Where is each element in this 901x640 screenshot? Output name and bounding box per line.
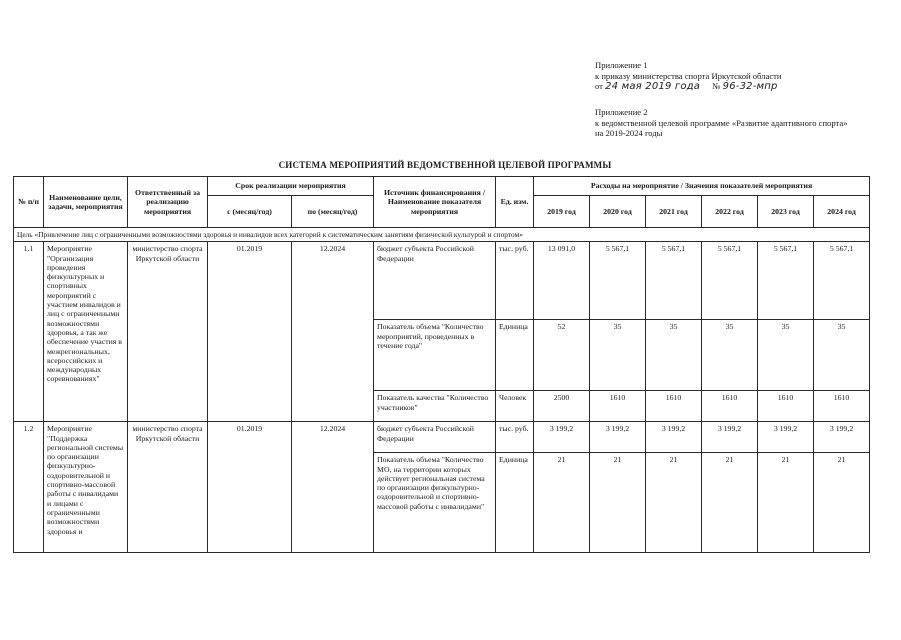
row-source: бюджет субъекта Российской Федерации	[374, 422, 496, 453]
header-name: Наименование цели, задачи, мероприятия	[44, 177, 128, 228]
appendix-1	[595, 60, 782, 93]
row-unit: Единица	[496, 320, 534, 391]
header-year: 2024 год	[814, 196, 870, 228]
appendix-2-line-2: на 2019-2024 годы	[595, 128, 663, 139]
row-from: 01.2019	[208, 422, 292, 553]
header-year: 2021 год	[646, 196, 702, 228]
appendix-2-line-1: к ведомственной целевой программе «Развитие адаптивного спорта»	[595, 117, 848, 128]
row-activity-name: Мероприятие "Поддержка региональной системы по организации физкультурно-оздоровительной и спортивно-массовой работы с инвалидами и лицами с ограниченными возможностями здоровья и	[44, 422, 128, 553]
row-from: 01.2019	[208, 242, 292, 422]
appendix-1-from-line	[595, 81, 782, 93]
row-to: 12.2024	[292, 422, 374, 553]
row-value: 1610	[646, 391, 702, 422]
goal-row: Цель «Привлечение лиц с ограниченными возможностями здоровья и инвалидов всех категорий к систематическим занятиям физической культурой и спортом»	[14, 228, 870, 242]
row-value: 1610	[590, 391, 646, 422]
row-value: 35	[646, 320, 702, 391]
row-value: 21	[534, 453, 590, 553]
header-to: по (месяц/год)	[292, 196, 374, 228]
row-source: бюджет субъекта Российской Федерации	[374, 242, 496, 320]
header-year: 2022 год	[702, 196, 758, 228]
row-value: 3 199,2	[534, 422, 590, 453]
row-value: 35	[702, 320, 758, 391]
appendix-1-line: к приказу министерства спорта Иркутской области	[595, 70, 782, 81]
appendix-2-title: Приложение 2	[595, 107, 648, 117]
appendix-1-title: Приложение 1	[595, 60, 648, 70]
table-row	[14, 422, 870, 453]
row-source: Показатель качества "Количество участников"	[374, 391, 496, 422]
row-unit: Человек	[496, 391, 534, 422]
row-to: 12.2024	[292, 242, 374, 422]
header-num: № п/п	[14, 177, 44, 228]
from-prefix: от	[595, 81, 603, 92]
row-value: 35	[758, 320, 814, 391]
row-unit: тыс. руб.	[496, 422, 534, 453]
document-title: СИСТЕМА МЕРОПРИЯТИЙ ВЕДОМСТВЕННОЙ ЦЕЛЕВОЙ ПРОГРАММЫ	[278, 160, 612, 170]
header-responsible: Ответственный за реализацию мероприятия	[128, 177, 208, 228]
header-year: 2020 год	[590, 196, 646, 228]
appendix-2	[595, 107, 848, 139]
header-from: с (месяц/год)	[208, 196, 292, 228]
row-value: 5 567,1	[814, 242, 870, 320]
row-num: 1.2	[14, 422, 44, 553]
row-unit: тыс. руб.	[496, 242, 534, 320]
row-value: 1610	[758, 391, 814, 422]
header-unit: Ед. изм.	[496, 177, 534, 228]
table-header	[14, 177, 870, 228]
row-source: Показатель объема "Количество МО, на территории которых действует региональная система по организации физкультурно-оздоровительной и спортивно-массовой работы с инвалидами"	[374, 453, 496, 553]
row-value: 5 567,1	[590, 242, 646, 320]
row-value: 52	[534, 320, 590, 391]
header-expenses: Расходы на мероприятие / Значения показателей мероприятия	[534, 177, 870, 196]
row-value: 35	[814, 320, 870, 391]
number-prefix: №	[712, 81, 721, 92]
header-period: Срок реализации мероприятия	[208, 177, 374, 196]
handwritten-number: 96-32-мпр	[722, 81, 778, 93]
row-value: 1610	[702, 391, 758, 422]
table-row	[14, 242, 870, 320]
row-value: 3 199,2	[814, 422, 870, 453]
header-source: Источник финансирования / Наименование показателя мероприятия	[374, 177, 496, 228]
row-value: 21	[814, 453, 870, 553]
row-value: 3 199,2	[758, 422, 814, 453]
header-year: 2019 год	[534, 196, 590, 228]
row-value: 3 199,2	[646, 422, 702, 453]
row-responsible: министерство спорта Иркутской области	[128, 422, 208, 553]
row-value: 1610	[814, 391, 870, 422]
row-value: 21	[646, 453, 702, 553]
row-value: 35	[590, 320, 646, 391]
row-value: 13 091,0	[534, 242, 590, 320]
row-value: 21	[758, 453, 814, 553]
row-num: 1.1	[14, 242, 44, 422]
row-value: 21	[590, 453, 646, 553]
header-year: 2023 год	[758, 196, 814, 228]
row-value: 21	[702, 453, 758, 553]
row-value: 5 567,1	[758, 242, 814, 320]
program-table	[13, 176, 870, 553]
row-responsible: министерство спорта Иркутской области	[128, 242, 208, 422]
row-value: 3 199,2	[590, 422, 646, 453]
handwritten-date: 24 мая 2019 года	[605, 81, 701, 93]
row-source: Показатель объема "Количество мероприятий, проведенных в течение года"	[374, 320, 496, 391]
row-value: 2500	[534, 391, 590, 422]
row-unit: Единица	[496, 453, 534, 553]
row-activity-name: Мероприятие "Организация проведения физкультурных и спортивных мероприятий с участием инвалидов и лиц с ограниченными возможностями здоровья, а так же обеспечение участия в межрегиональных, всероссийских и международных соревнованиях"	[44, 242, 128, 422]
row-value: 3 199,2	[702, 422, 758, 453]
row-value: 5 567,1	[702, 242, 758, 320]
row-value: 5 567,1	[646, 242, 702, 320]
